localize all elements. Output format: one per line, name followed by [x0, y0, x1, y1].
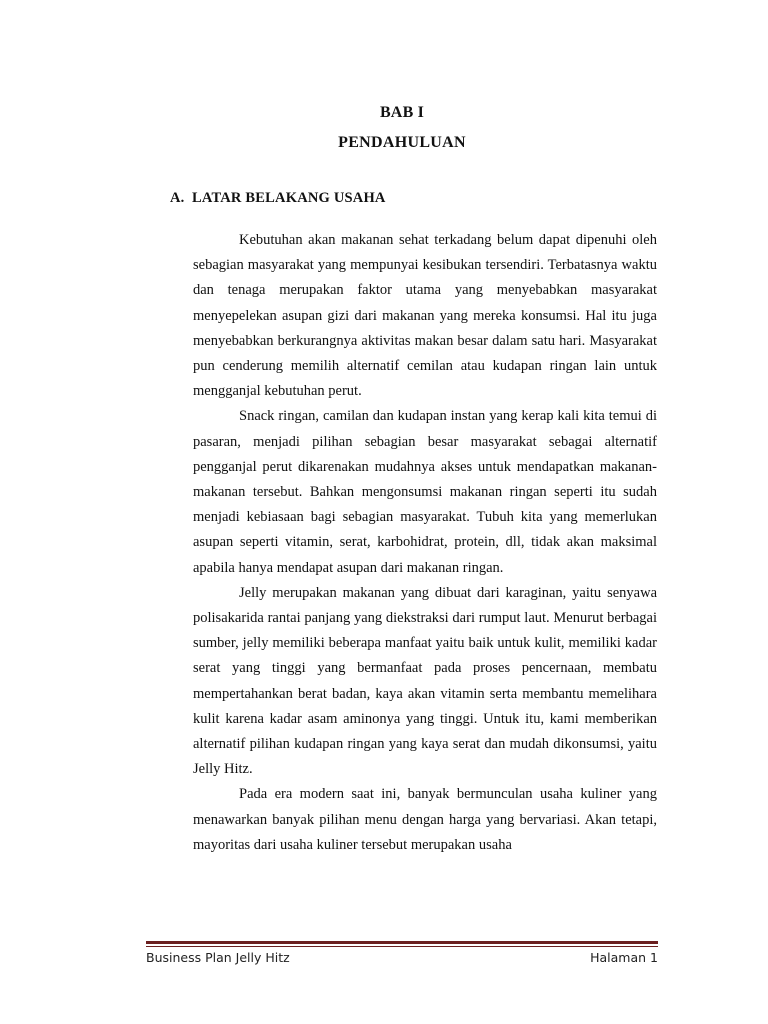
footer-document-title: Business Plan Jelly Hitz	[146, 950, 290, 965]
paragraph: Jelly merupakan makanan yang dibuat dari karaginan, yaitu senyawa polisakarida rantai panjang yang diekstraksi dari rumput laut. Menurut berbagai sumber, jelly memiliki beberapa manfaat yaitu baik untuk kulit, memiliki kadar serat yang tinggi yang bermanfaat pada proses pencernaan, membatu mempertahankan berat badan, kaya akan vitamin serta membantu memelihara kulit karena kadar asam aminonya yang tinggi. Untuk itu, kami memberikan alternatif pilihan kudapan ringan yang kaya serat dan mudah dikonsumsi, yaitu Jelly Hitz.	[193, 584, 657, 778]
footer-divider	[146, 941, 658, 944]
chapter-title: PENDAHULUAN	[338, 134, 466, 151]
chapter-number: BAB I	[379, 104, 425, 121]
footer-divider-thin	[146, 946, 658, 947]
section-heading	[170, 190, 386, 207]
section-title: LATAR BELAKANG USAHA	[192, 190, 386, 206]
section-marker: A.	[170, 190, 185, 206]
paragraph: Snack ringan, camilan dan kudapan instan yang kerap kali kita temui di pasaran, menjadi pilihan sebagian besar masyarakat sebagai alternatif pengganjal perut dikarenakan mudahnya akses untuk mendapatkan makanan-makanan tersebut. Bahkan mengonsumsi makanan ringan seperti itu sudah menjadi kebiasaan bagi sebagian masyarakat. Tubuh kita yang memerlukan asupan seperti vitamin, serat, karbohidrat, protein, dll, tidak akan maksimal apabila hanya mendapat asupan dari makanan ringan.	[193, 408, 657, 576]
body-text	[193, 228, 657, 858]
paragraph: Pada era modern saat ini, banyak bermunculan usaha kuliner yang menawarkan banyak pilihan menu dengan harga yang bervariasi. Akan tetapi, mayoritas dari usaha kuliner tersebut merupakan usaha	[193, 786, 657, 853]
footer-page-number: Halaman 1	[590, 950, 658, 965]
paragraph: Kebutuhan akan makanan sehat terkadang belum dapat dipenuhi oleh sebagian masyarakat yang mempunyai kesibukan tersendiri. Terbatasnya waktu dan tenaga merupakan faktor utama yang menyebabkan masyarakat menyepelekan asupan gizi dari makanan yang mereka konsumsi. Hal itu juga menyebabkan berkurangnya aktivitas makan besar dalam satu hari. Masyarakat pun cenderung memilih alternatif cemilan atau kudapan ringan lain untuk mengganjal kebutuhan perut.	[193, 232, 657, 400]
